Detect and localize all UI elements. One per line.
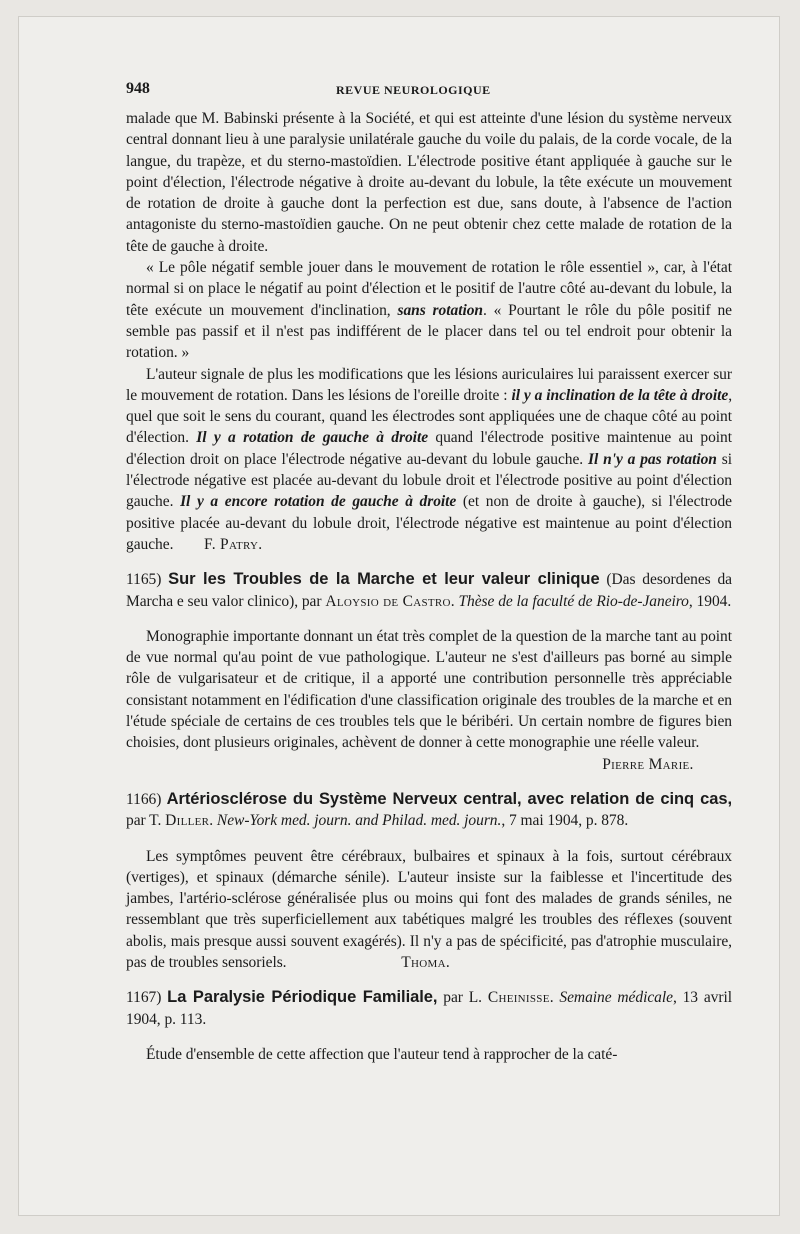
emphasis-pas-rotation: Il n'y a pas rotation [588,450,717,468]
running-head: REVUE NEUROLOGIQUE [336,83,491,97]
entry-par: par T. [126,812,162,830]
entry-1166-body [126,846,732,974]
emphasis-encore-rotation: Il y a encore rotation de gauche à droite [180,493,457,511]
paragraph-lesions-auriculaires [126,364,732,556]
entry-number: 1166) [126,790,162,808]
text-segment: Monographie importante donnant un état très complet de la question de la marche tant au point de vue normal qu'au point de vue pathologique. L'auteur ne s'est d'ailleurs pas borné au simple rôle de vulgarisateur et de critique, il a apporté une contribution personnelle très appréciable consistant notamment en l'édification d'une classification originale des troubles de la marche et en l'étude spéciale de certains de ces troubles tels que le béribéri. Un certain nombre de figures bien choisies, dont plusieurs originales, achèvent de donner à cette monographie une réelle valeur. [126,627,732,752]
entry-1165-heading: 1165) Sur les Troubles de la Marche et leur valeur clinique (Das desordenes da Marcha e seu valor clinico), par Aloysio de Castro. Thèse de la faculté de Rio-de-Janeiro, 1904. [126,570,733,610]
text-segment: L'auteur signale de plus les modifications que les lésions auriculaires lui paraissent exercer sur le mouvement de rotation. Dans les lésions de l'oreille droite : [126,365,732,404]
emphasis-sans-rotation: sans rotation [397,301,483,319]
signature-text: Pierre Marie. [602,755,694,773]
entry-author: Aloysio de Castro [325,592,451,610]
text-segment: si l'électrode négative est placée au-devant du lobule droit et l'électrode positive au point d'élection gauche. [126,450,733,511]
text-segment: . « Pourtant le rôle du pôle positif ne semble pas passif et il n'est pas indifférent de le placer dans tel ou tel endroit pour obtenir la rotation. » [126,301,732,362]
emphasis-rotation-gauche-droite: Il y a rotation de gauche à droite [196,429,429,447]
entry-1165-body [126,626,732,754]
entry-1167-body [126,1044,732,1065]
text-segment: « Le pôle négatif semble jouer dans le mouvement de rotation le rôle essentiel », car, à l'état normal si on place le négatif au point d'élection et le positif de l'autre côté au-devant du lobule, la tête exécute un mouvement d'inclination, [126,259,732,319]
entry-author: Diller [165,812,210,830]
entry-1166-heading: 1166) Artériosclérose du Système Nerveux central, avec relation de cinq cas, par T. Diller. New-York med. journ. and Philad. med. journ., 7 mai 1904, p. 878. [126,789,732,830]
paragraph-pole-negatif [126,257,732,363]
entry-author: Cheinisse [487,989,550,1007]
entry-source: New-York med. journ. and Philad. med. journ. [216,812,502,830]
entry-1167-heading: 1167) La Paralysie Périodique Familiale, par L. Cheinisse. Semaine médicale, 13 avril 1904, p. 113. [126,988,732,1028]
text-segment: Étude d'ensemble de cette affection que l'auteur tend à rapprocher de la caté- [146,1045,618,1063]
entry-date: , 13 avril 1904, p. 113. [126,989,732,1028]
entry-title: La Paralysie Périodique Familiale, [167,988,438,1007]
entry-date: , 7 mai 1904, p. 878. [501,812,629,830]
page-header [126,78,732,108]
entry-year: , 1904. [688,592,732,610]
paragraph-babinski: malade que M. Babinski présente à la Société, et qui est atteinte d'une lésion du système nerveux central donnant lieu à une paralysie unilatérale gauche du voile du palais, de la corde vocale, de la langue, du trapèze, et du sterno-mastoïdien. L'électrode positive étant appliquée à gauche sur le point d'élection, l'électrode négative à droite au-devant du lobule, la tête exécute un mouvement de rotation de droite à gauche dont la perfection est due, sans doute, à l'absence de l'action antagoniste du sterno-mastoïdien gauche. On ne peut obtenir chez cette malade de rotation de la tête de gauche à droite. [126,110,732,255]
text-segment: , quel que soit le sens du courant, quand les électrodes sont appliquées une de chaque côté au point d'élection. [126,386,733,447]
entry-source: Semaine médicale [559,989,673,1007]
signature-marie [126,754,732,775]
entry-number: 1167) [126,989,162,1007]
entry-source: Thèse de la faculté de Rio-de-Janeiro [458,592,689,610]
page-number: 948 [126,80,150,97]
page-content [126,78,732,1065]
signature-thoma: Thoma. [401,953,451,971]
text-segment: quand l'électrode positive maintenue au point d'élection droit on place l'électrode négative au-devant du lobule gauche. [126,429,732,468]
scanned-page [18,16,780,1216]
entry-translation: (Das desordenes da Marcha e seu valor clinico), par [126,571,733,610]
emphasis-inclination: il y a inclination de la tête à droite [511,386,729,404]
entry-number: 1165) [126,571,162,589]
entry-title: Sur les Troubles de la Marche et leur valeur clinique [168,570,600,589]
text-segment: Les symptômes peuvent être cérébraux, bulbaires et spinaux à la fois, surtout cérébraux (vertiges), et spinaux (démarche sénile). L'auteur insiste sur la faiblesse et l'incertitude des jambes, l'artério-sclérose généralisée plus ou moins qui font des malades de grands séniles, ne ressemblant que très superficiellement aux tabétiques malgré les troubles des réflexes (souvent abolis, mais presque aussi souvent exagérés). Il n'y a pas de spécificité, pas d'atrophie musculaire, pas de troubles sensoriels. [126,847,732,971]
entry-title: Artériosclérose du Système Nerveux central, avec relation de cinq cas, [166,789,732,808]
signature-patry: F. Patry. [204,535,263,553]
entry-par: par L. [443,989,482,1007]
text-segment: (et non de droite à gauche), si l'électrode positive placée au-devant du lobule droit, l'électrode négative est maintenue au point d'élection gauche. [126,493,732,553]
